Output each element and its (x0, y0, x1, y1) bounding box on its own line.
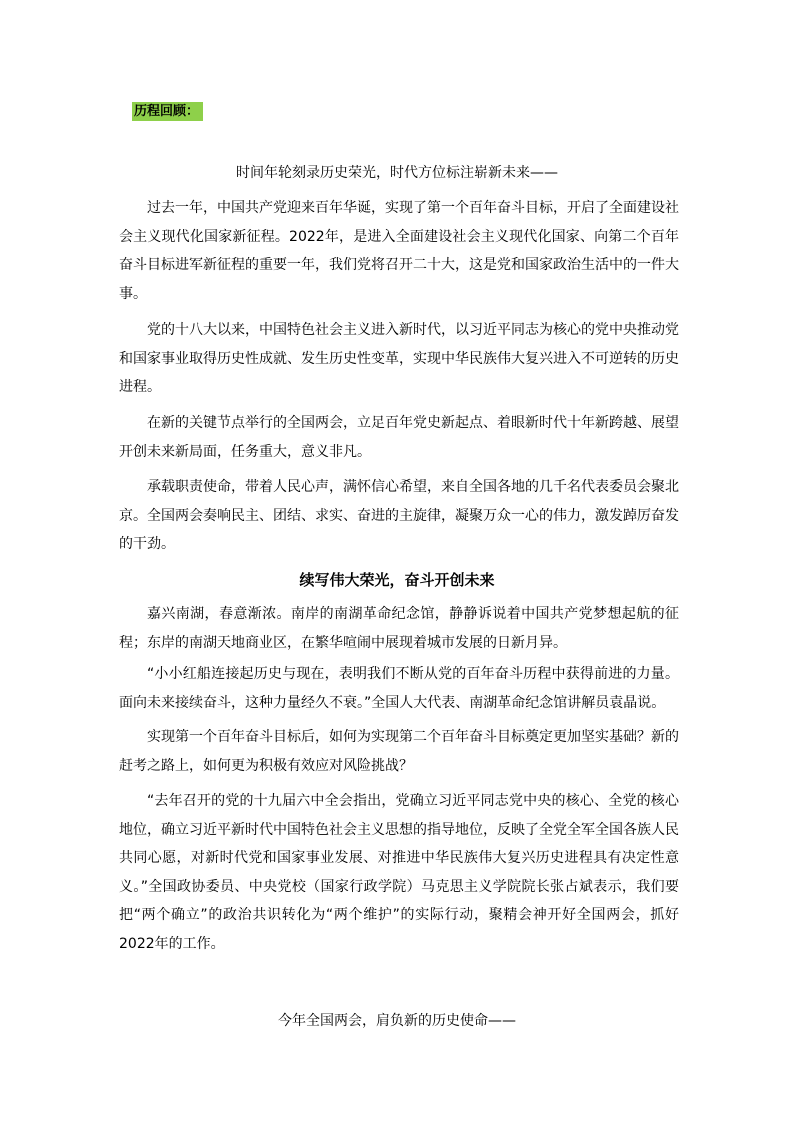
intro-line: 时间年轮刻录历史荣光，时代方位标注崭新未来—— (236, 165, 558, 181)
paragraph-1: 过去一年，中国共产党迎来百年华诞，实现了第一个百年奋斗目标，开启了全面建设社会主义现代化国家新征程。2022年，是进入全面建设社会主义现代化国家、向第二个百年奋斗目标进军新征程的重要一年，我们党将召开二十大，这是党和国家政治生活中的一件大事。 (119, 200, 679, 302)
section-label: 历程回顾： (132, 102, 203, 121)
closing-line: 今年全国两会，肩负新的历史使命—— (278, 1013, 516, 1029)
paragraph-3: 在新的关键节点举行的全国两会，立足百年党史新起点、着眼新时代十年新跨越、展望开创未来新局面，任务重大，意义非凡。 (119, 415, 679, 460)
paragraph-6: “小小红船连接起历史与现在，表明我们不断从党的百年奋斗历程中获得前进的力量。面向未来接续奋斗，这种力量经久不衰。”全国人大代表、南湖革命纪念馆讲解员袁晶说。 (119, 666, 679, 711)
paragraph-5: 嘉兴南湖，春意渐浓。南岸的南湖革命纪念馆，静静诉说着中国共产党梦想起航的征程；东岸的南湖天地商业区，在繁华喧闹中展现着城市发展的日新月异。 (119, 606, 679, 651)
paragraph-2: 党的十八大以来，中国特色社会主义进入新时代，以习近平同志为核心的党中央推动党和国家事业取得历史性成就、发生历史性变革，实现中华民族伟大复兴进入不可逆转的历史进程。 (119, 322, 679, 395)
paragraph-8: “去年召开的党的十九届六中全会指出，党确立习近平同志党中央的核心、全党的核心地位，确立习近平新时代中国特色社会主义思想的指导地位，反映了全党全军全国各族人民共同心愿，对新时代党和国家事业发展、对推进中华民族伟大复兴历史进程具有决定性意义。”全国政协委员、中央党校（国家行政学院）马克思主义学院院长张占斌表示，我们要把“两个确立”的政治共识转化为“两个维护”的实际行动，聚精会神开好全国两会，抓好2022年的工作。 (119, 793, 679, 952)
paragraph-4: 承载职责使命，带着人民心声，满怀信心希望，来自全国各地的几千名代表委员会聚北京。全国两会奏响民主、团结、求实、奋进的主旋律，凝聚万众一心的伟力，激发踔厉奋发的干劲。 (119, 479, 679, 552)
paragraph-7: 实现第一个百年奋斗目标后，如何为实现第二个百年奋斗目标奠定更加坚实基础？新的赶考之路上，如何更为积极有效应对风险挑战？ (119, 729, 679, 774)
section-heading: 续写伟大荣光，奋斗开创未来 (299, 571, 495, 589)
